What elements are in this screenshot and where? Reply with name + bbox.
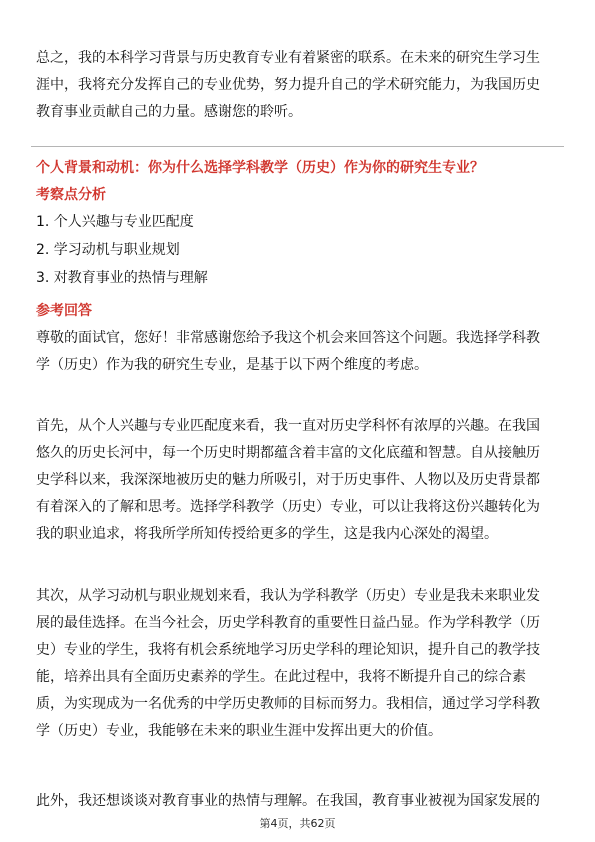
paragraph-line: 学（历史）专业，我能够在未来的职业生涯中发挥出更大的价值。 — [36, 723, 442, 739]
answer-paragraph-1 — [36, 325, 560, 379]
paragraph-line: 展的最佳选择。在当今社会，历史学科教育的重要性日益凸显。作为学科教学（历 — [36, 615, 540, 631]
paragraph-line: 史）专业的学生，我将有机会系统地学习历史学科的理论知识，提升自己的教学技 — [36, 642, 540, 658]
paragraph-line: 其次，从学习动机与职业规划来看，我认为学科教学（历史）专业是我未来职业发 — [36, 588, 540, 604]
paragraph-line: 质，为实现成为一名优秀的中学历史教师的目标而努力。我相信，通过学习学科教 — [36, 696, 540, 712]
paragraph-line: 尊敬的面试官，您好！非常感谢您给予我这个机会来回答这个问题。我选择学科教 — [36, 330, 540, 346]
answer-paragraph-3 — [36, 583, 560, 745]
paragraph-line: 能，培养出具有全面历史素养的学生。在此过程中，我将不断提升自己的综合素 — [36, 669, 526, 685]
paragraph-line: 学（历史）作为我的研究生专业，是基于以下两个维度的考虑。 — [36, 357, 428, 373]
answer-paragraph-2 — [36, 413, 560, 548]
paragraph-line: 有着深入的了解和思考。选择学科教学（历史）专业，可以让我将这份兴趣转化为 — [36, 499, 540, 515]
analysis-heading: 考察点分析 — [36, 187, 106, 203]
paragraph-line: 我的职业追求，将我所学所知传授给更多的学生，这是我内心深处的渴望。 — [36, 526, 498, 542]
answer-paragraph-4 — [36, 788, 560, 815]
answer-heading: 参考回答 — [36, 303, 92, 319]
section-divider — [31, 146, 564, 147]
paragraph-line: 首先，从个人兴趣与专业匹配度来看，我一直对历史学科怀有浓厚的兴趣。在我国 — [36, 418, 540, 434]
analysis-item: 1. 个人兴趣与专业匹配度 — [36, 214, 194, 230]
question-heading: 个人背景和动机：你为什么选择学科教学（历史）作为你的研究生专业？ — [36, 160, 484, 176]
intro-line: 教育事业贡献自己的力量。感谢您的聆听。 — [36, 104, 302, 120]
intro-line: 涯中，我将充分发挥自己的专业优势，努力提升自己的学术研究能力，为我国历史 — [36, 77, 540, 93]
analysis-item: 3. 对教育事业的热情与理解 — [36, 270, 208, 286]
paragraph-line: 悠久的历史长河中，每一个历史时期都蕴含着丰富的文化底蕴和智慧。自从接触历 — [36, 445, 540, 461]
analysis-item: 2. 学习动机与职业规划 — [36, 242, 180, 258]
intro-line: 总之，我的本科学习背景与历史教育专业有着紧密的联系。在未来的研究生学习生 — [36, 50, 540, 66]
intro-paragraph — [36, 45, 560, 126]
paragraph-line: 史学科以来，我深深地被历史的魅力所吸引，对于历史事件、人物以及历史背景都 — [36, 472, 540, 488]
page-number-footer: 第4页，共62页 — [259, 817, 336, 830]
paragraph-line: 此外，我还想谈谈对教育事业的热情与理解。在我国，教育事业被视为国家发展的 — [36, 793, 540, 809]
